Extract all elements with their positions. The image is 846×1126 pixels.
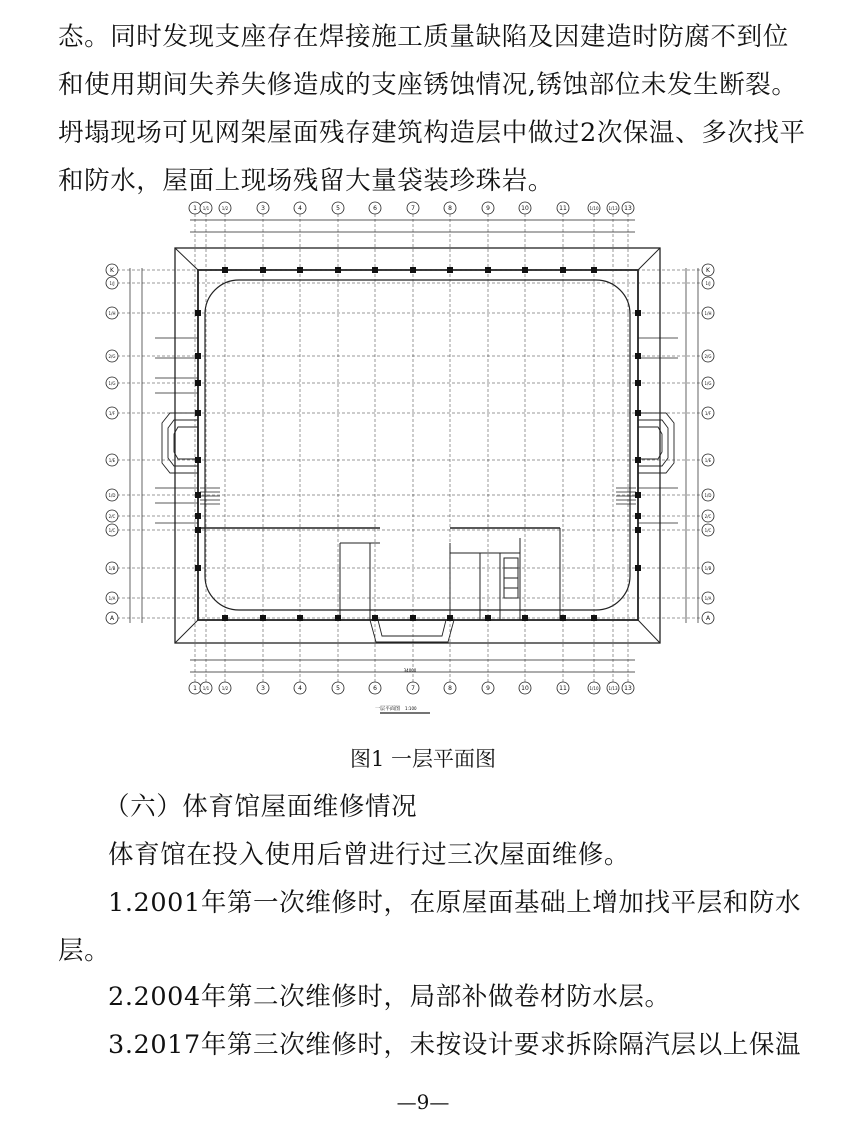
column <box>560 267 566 273</box>
axis-label: 5 <box>336 205 340 212</box>
column <box>372 267 378 273</box>
column <box>260 267 266 273</box>
axis-label: 1/B <box>704 566 712 571</box>
axis-label: 1/E <box>704 458 712 463</box>
column <box>297 267 303 273</box>
column <box>195 410 201 416</box>
axis-label: 1/G <box>704 381 712 386</box>
axis-label: 1/C <box>704 528 712 533</box>
axis-label: 1/1 <box>202 686 210 691</box>
axis-label: 9 <box>486 205 490 212</box>
axis-label: 1/13 <box>608 206 618 211</box>
column <box>591 267 597 273</box>
axis-label: 2/G <box>704 354 712 359</box>
axis-label: 4 <box>298 205 302 212</box>
column <box>635 527 641 533</box>
axis-label: 13 <box>624 205 632 212</box>
column <box>635 410 641 416</box>
axis-label: K <box>706 267 710 274</box>
column <box>222 267 228 273</box>
figure-caption: 图1 一层平面图 <box>349 747 497 771</box>
axis-label: 1/J <box>109 281 115 286</box>
axis-label: 2/G <box>108 354 116 359</box>
axis-label: 1/H <box>108 311 116 316</box>
column <box>485 615 491 621</box>
column <box>635 353 641 359</box>
axis-label: 1/1 <box>202 206 210 211</box>
column <box>635 565 641 571</box>
axis-label: 1 <box>193 205 197 212</box>
column <box>222 615 228 621</box>
axis-label: A <box>109 615 115 622</box>
axis-label: 2/C <box>108 514 116 519</box>
axis-label: 8 <box>448 205 452 212</box>
column <box>195 527 201 533</box>
column <box>297 615 303 621</box>
axis-label: 3 <box>261 205 265 212</box>
axis-label: 1/10 <box>589 686 599 691</box>
column <box>560 615 566 621</box>
column <box>335 267 341 273</box>
column <box>195 457 201 463</box>
axis-label: 13 <box>624 685 632 692</box>
drawing-scale: 1:100 <box>405 706 417 711</box>
axis-label: 11 <box>559 685 567 692</box>
column <box>195 492 201 498</box>
axis-label: 1/D <box>108 493 116 498</box>
column <box>635 380 641 386</box>
column <box>635 457 641 463</box>
axis-label: 1/13 <box>608 686 618 691</box>
column <box>195 310 201 316</box>
axis-label: 1/D <box>704 493 712 498</box>
axis-label: 1/F <box>704 411 712 416</box>
page-number: —9— <box>396 1090 450 1114</box>
column <box>447 615 453 621</box>
axis-label: 1/C <box>108 528 116 533</box>
column <box>522 615 528 621</box>
axis-label: 10 <box>521 205 529 212</box>
column <box>195 380 201 386</box>
column <box>335 615 341 621</box>
column <box>635 492 641 498</box>
axis-label: 4 <box>298 685 302 692</box>
item-3: 3.2017年第三次维修时，未按设计要求拆除隔汽层以上保温 <box>108 1030 802 1060</box>
axis-label: 7 <box>411 685 415 692</box>
axis-label: 10 <box>521 685 529 692</box>
column <box>410 267 416 273</box>
axis-label: 1/A <box>704 596 712 601</box>
item-2: 2.2004年第二次维修时，局部补做卷材防水层。 <box>108 982 671 1012</box>
text-line: 坍塌现场可见网架屋面残存建筑构造层中做过2次保温、多次找平 <box>58 118 806 148</box>
axis-label: 1/E <box>108 458 116 463</box>
axis-label: 1 <box>193 685 197 692</box>
text-line: 和防水，屋面上现场残留大量袋装珍珠岩。 <box>58 166 554 196</box>
column <box>635 310 641 316</box>
section-heading: （六）体育馆屋面维修情况 <box>104 792 418 822</box>
column <box>372 615 378 621</box>
column <box>635 513 641 519</box>
axis-label: 1/B <box>108 566 116 571</box>
column <box>195 513 201 519</box>
axis-label: 1/2 <box>221 686 229 691</box>
axis-label: 3 <box>261 685 265 692</box>
text-line: 态。同时发现支座存在焊接施工质量缺陷及因建造时防腐不到位 <box>58 22 789 52</box>
axis-label: 7 <box>411 205 415 212</box>
text-line: 和使用期间失养失修造成的支座锈蚀情况,锈蚀部位未发生断裂。 <box>58 70 798 100</box>
column <box>260 615 266 621</box>
axis-label: 11 <box>559 205 567 212</box>
axis-label: 1/H <box>704 311 712 316</box>
axis-label: 6 <box>373 685 377 692</box>
axis-label: 1/G <box>108 381 116 386</box>
axis-label: 1/J <box>705 281 711 286</box>
column <box>591 615 597 621</box>
item-1-line-1: 1.2001年第一次维修时，在原屋面基础上增加找平层和防水 <box>108 888 802 918</box>
axis-label: 2/C <box>704 514 712 519</box>
axis-label: 5 <box>336 685 340 692</box>
axis-label: K <box>110 267 114 274</box>
paragraph-intro: 体育馆在投入使用后曾进行过三次屋面维修。 <box>108 840 631 870</box>
column <box>485 267 491 273</box>
axis-label: 8 <box>448 685 452 692</box>
axis-label: 1/10 <box>589 206 599 211</box>
item-1-line-2: 层。 <box>58 936 111 966</box>
column <box>195 565 201 571</box>
column <box>447 267 453 273</box>
axis-label: 1/2 <box>221 206 229 211</box>
axis-label: 6 <box>373 205 377 212</box>
column <box>195 353 201 359</box>
total-dimension: 34000 <box>403 668 417 673</box>
floor-plan-drawing <box>100 198 720 723</box>
axis-label: 9 <box>486 685 490 692</box>
axis-label: 1/A <box>108 596 116 601</box>
axis-label: 1/F <box>108 411 116 416</box>
drawing-title: 一层平面图 <box>374 706 400 712</box>
column <box>410 615 416 621</box>
axis-label: A <box>705 615 711 622</box>
column <box>522 267 528 273</box>
